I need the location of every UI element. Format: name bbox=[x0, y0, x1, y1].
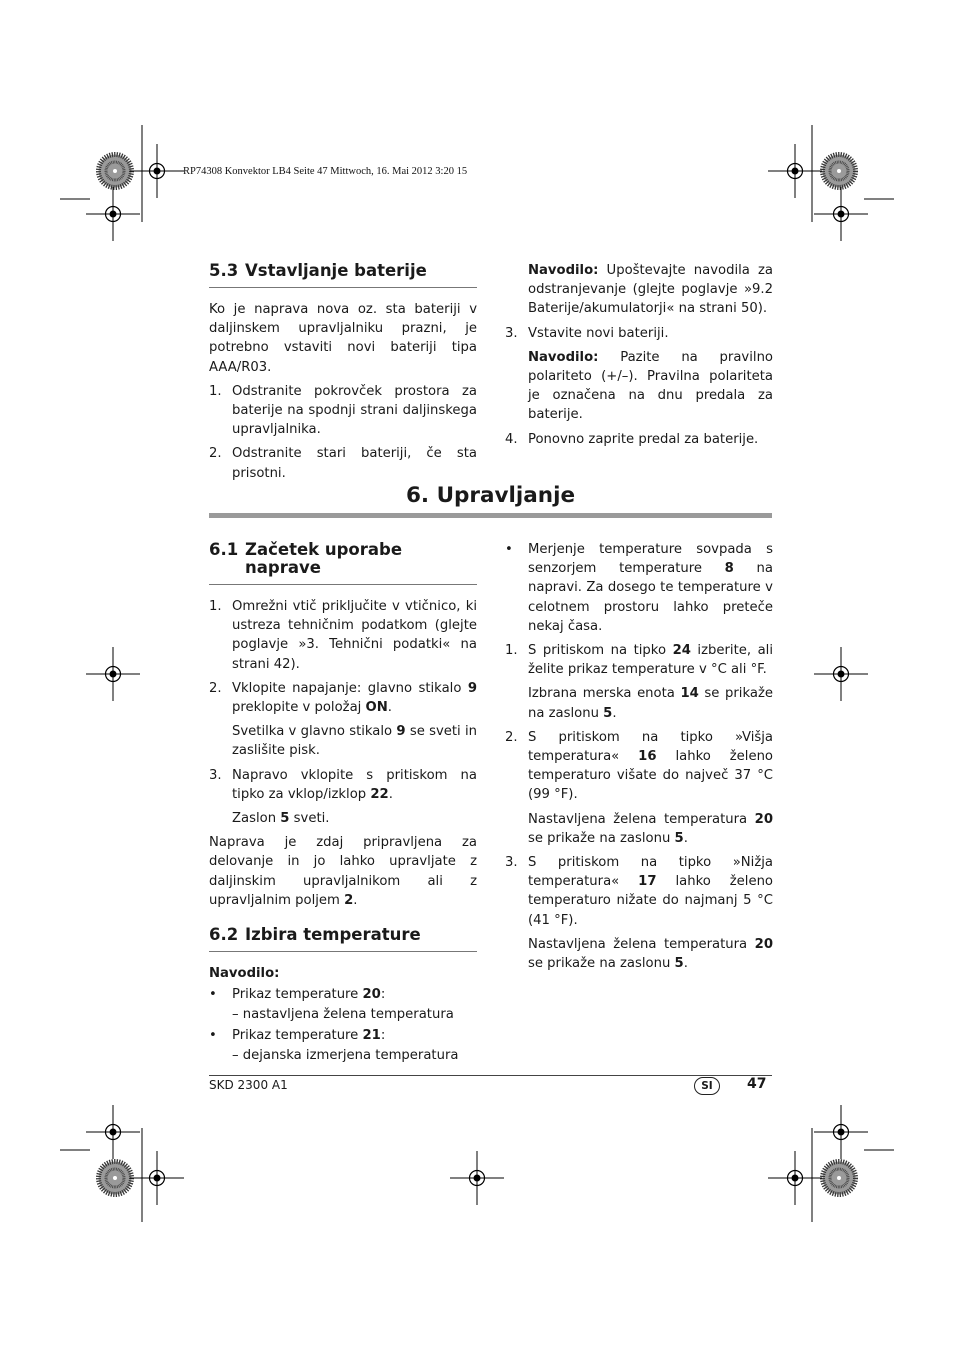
country-badge: SI bbox=[694, 1077, 720, 1095]
section-title-6-2: 6.2 Izbira temperature bbox=[209, 926, 477, 952]
note-paragraph: Navodilo: Upoštevajte navodila za odstranjevanje (glejte poglavje »9.2 Baterije/akumulatorji« na strani 50). bbox=[528, 263, 773, 317]
footer-rule bbox=[209, 1075, 772, 1076]
closing-paragraph: Naprava je zdaj pripravljena za delovanje in jo lahko upravljate z daljinskim upravljalnikom ali z upravljalnim poljem 2. bbox=[209, 835, 477, 908]
section-5-3-left bbox=[209, 262, 477, 488]
list-item: • Prikaz temperature 21: bbox=[209, 1027, 386, 1043]
section-5-3-right bbox=[505, 261, 773, 454]
list-item-sub: – nastavljena želena temperatura bbox=[232, 1007, 454, 1023]
note-label: Navodilo: bbox=[209, 966, 280, 982]
list-item-sub: – dejanska izmerjena temperatura bbox=[232, 1047, 459, 1063]
list-item: • Prikaz temperature 20: bbox=[209, 987, 386, 1003]
intro-paragraph: Ko je naprava nova oz. sta bateriji v daljinskem upravljalniku prazni, je potrebno vstaviti novi bateriji tipa AAA/R03. bbox=[209, 302, 477, 375]
list-item: 1. Omrežni vtič priključite v vtičnico, ki ustreza tehničnim podatkom (glejte poglavje »3. Tehnični podatki« na strani 42). bbox=[209, 599, 477, 672]
chapter-rule bbox=[209, 513, 772, 518]
list-item: 1. Odstranite pokrovček prostora za baterije na spodnji strani daljinskega upravljalnika. bbox=[209, 383, 477, 438]
list-item: 2. Odstranite stari bateriji, če sta prisotni. bbox=[209, 446, 477, 481]
section-title-5-3: 5.3 Vstavljanje baterije bbox=[209, 262, 477, 288]
sub-paragraph: Zaslon 5 sveti. bbox=[232, 811, 330, 827]
print-header: RP74308 Konvektor LB4 Seite 47 Mittwoch, 16. Mai 2012 3:20 15 bbox=[183, 166, 468, 177]
list-item: 2. S pritiskom na tipko »Višja temperatura« 16 lahko želeno temperaturo višate do največ 37 °C (99 °F). bbox=[505, 729, 773, 803]
list-item: 3. Vstavite novi bateriji. bbox=[505, 325, 669, 341]
list-item: 3. S pritiskom na tipko »Nižja temperatura« 17 lahko želeno temperaturo nižate do najmanj 5 °C (41 °F). bbox=[505, 855, 773, 928]
list-item: 1. S pritiskom na tipko 24 izberite, ali želite prikaz temperature v °C ali °F. bbox=[505, 643, 773, 678]
section-title-6-1: 6.1 Začetek uporabe naprave bbox=[209, 541, 477, 585]
sub-paragraph: Izbrana merska enota 14 se prikaže na zaslonu 5. bbox=[528, 686, 773, 721]
sub-paragraph: Nastavljena želena temperatura 20 se prikaže na zaslonu 5. bbox=[528, 811, 773, 846]
list-item: 4. Ponovno zaprite predal za baterije. bbox=[505, 431, 759, 447]
list-item: 3. Napravo vklopite s pritiskom na tipko za vklop/izklop 22. bbox=[209, 767, 477, 802]
list-item: • Merjenje temperature sovpada s senzorjem temperature 8 na napravi. Za dosego te temperature v celotnem prostoru lahko preteče nekaj časa. bbox=[505, 542, 773, 634]
sub-paragraph: Nastavljena želena temperatura 20 se prikaže na zaslonu 5. bbox=[528, 936, 773, 972]
section-6-2-right bbox=[505, 540, 773, 978]
section-6-1 bbox=[209, 541, 477, 1066]
list-item: 2. Vklopite napajanje: glavno stikalo 9 preklopite v položaj ON. bbox=[209, 680, 477, 716]
note-paragraph: Navodilo: Pazite na pravilno polariteto (+/–). Pravilna polariteta je označena na dnu predala za baterije. bbox=[528, 349, 773, 423]
page-number: 47 bbox=[747, 1076, 767, 1092]
chapter-title: 6. Upravljanje bbox=[405, 483, 576, 508]
sub-paragraph: Svetilka v glavno stikalo 9 se sveti in zaslišite pisk. bbox=[232, 724, 477, 759]
footer-model: SKD 2300 A1 bbox=[209, 1078, 288, 1092]
